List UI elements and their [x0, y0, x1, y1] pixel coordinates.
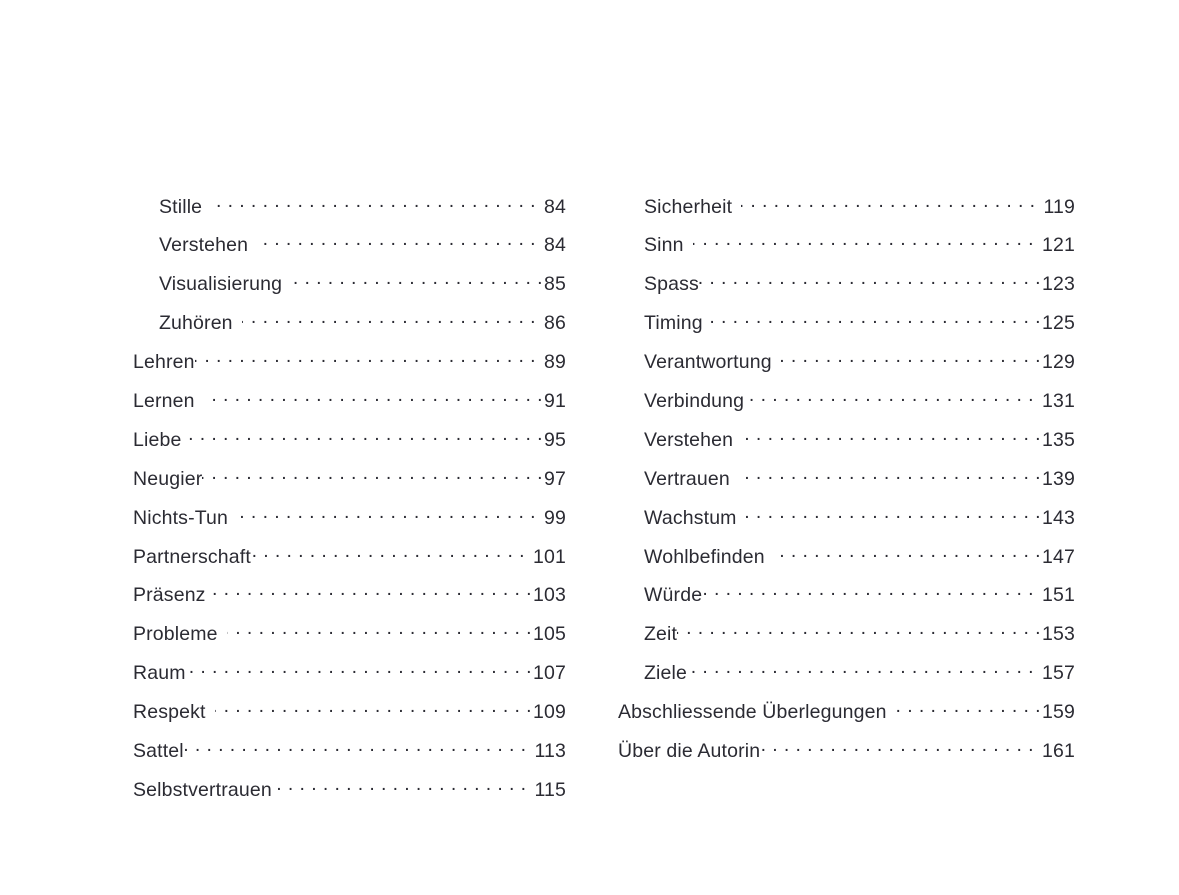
toc-entry-page-number: 99 [544, 506, 566, 529]
toc-entry-title: Sinn [644, 234, 684, 257]
toc-entry-title: Nichts-Tun [133, 506, 229, 529]
toc-entry-title: Liebe [133, 428, 182, 451]
toc-dot-leader [186, 660, 532, 680]
toc-entry-page-number: 84 [544, 234, 566, 257]
toc-dot-leader [760, 737, 1034, 757]
toc-dot-leader [737, 504, 1041, 524]
toc-dot-leader [227, 621, 532, 641]
toc-entry[interactable] [618, 426, 1075, 465]
toc-entry[interactable] [133, 426, 566, 465]
toc-entry-page-number: 121 [1042, 234, 1075, 257]
toc-entry-page-number: 97 [544, 467, 566, 490]
toc-entry-page-number: 147 [1042, 545, 1075, 568]
toc-entry-title: Vertrauen [644, 467, 730, 490]
toc-entry[interactable] [618, 310, 1075, 349]
toc-dot-leader [741, 193, 1035, 213]
toc-entry-title: Selbstvertrauen [133, 778, 272, 801]
toc-entry-page-number: 107 [533, 662, 566, 685]
toc-dot-leader [272, 776, 527, 796]
toc-entry-page-number: 86 [544, 312, 566, 335]
toc-entry-page-number: 85 [544, 273, 566, 296]
toc-entry[interactable] [618, 387, 1075, 426]
toc-entry-page-number: 157 [1042, 662, 1075, 685]
toc-dot-leader [677, 621, 1041, 641]
toc-entry[interactable] [133, 310, 566, 349]
toc-dot-leader [774, 543, 1041, 563]
toc-entry[interactable] [133, 349, 566, 388]
toc-dot-leader [195, 349, 536, 369]
toc-entry-title: Wohlbefinden [644, 545, 765, 568]
toc-dot-leader [896, 699, 1041, 719]
toc-entry[interactable] [133, 271, 566, 310]
toc-entry-page-number: 153 [1042, 623, 1075, 646]
toc-entry-title: Sattel [133, 739, 184, 762]
toc-entry-page-number: 161 [1042, 739, 1075, 762]
toc-entry[interactable] [618, 660, 1075, 699]
toc-entry-page-number: 143 [1042, 506, 1075, 529]
toc-entry-title: Verstehen [644, 428, 734, 451]
toc-entry[interactable] [133, 660, 566, 699]
toc-entry[interactable] [618, 193, 1075, 232]
toc-dot-leader [702, 582, 1034, 602]
toc-entry-page-number: 113 [534, 739, 566, 762]
toc-entry[interactable] [133, 699, 566, 738]
toc-dot-leader [181, 426, 543, 446]
toc-entry[interactable] [618, 582, 1075, 621]
toc-entry-title: Abschliessende Überlegungen [618, 701, 887, 724]
toc-entry-title: Ziele [644, 662, 688, 685]
toc-entry-title: Spass [644, 273, 699, 296]
toc-entry-title: Lernen [133, 389, 195, 412]
toc-entry[interactable] [133, 621, 566, 660]
toc-dot-leader [202, 465, 543, 485]
toc-entry-page-number: 105 [533, 623, 566, 646]
toc-entry-title: Verantwortung [644, 351, 772, 374]
toc-entry-page-number: 135 [1042, 428, 1075, 451]
toc-entry-title: Respekt [133, 701, 206, 724]
toc-dot-leader [206, 582, 532, 602]
toc-entry[interactable] [133, 387, 566, 426]
toc-dot-leader [703, 310, 1041, 330]
toc-entry-page-number: 101 [533, 545, 566, 568]
toc-entry[interactable] [618, 349, 1075, 388]
toc-entry-title: Verbindung [644, 389, 745, 412]
toc-entry-page-number: 89 [544, 351, 566, 374]
toc-entry[interactable] [618, 543, 1075, 582]
toc-entry[interactable] [133, 737, 566, 776]
toc-entry[interactable] [133, 232, 566, 271]
toc-entry-page-number: 125 [1042, 312, 1075, 335]
toc-entry-page-number: 103 [533, 584, 566, 607]
toc-entry[interactable] [133, 465, 566, 504]
toc-entry-page-number: 95 [544, 428, 566, 451]
toc-dot-leader [699, 271, 1041, 291]
toc-dot-leader [211, 193, 536, 213]
toc-entry[interactable] [618, 465, 1075, 504]
toc-entry-title: Neugier [133, 467, 203, 490]
toc-entry[interactable] [133, 776, 566, 815]
toc-entry[interactable] [618, 504, 1075, 543]
toc-entry-page-number: 91 [544, 389, 566, 412]
toc-dot-leader [237, 504, 536, 524]
toc-dot-leader [742, 426, 1041, 446]
toc-entry[interactable] [618, 737, 1075, 776]
toc-entry-title: Visualisierung [159, 273, 283, 296]
toc-entry[interactable] [133, 193, 566, 232]
toc-entry[interactable] [618, 699, 1075, 738]
toc-dot-leader [781, 349, 1041, 369]
toc-dot-leader [739, 465, 1041, 485]
toc-entry-title: Wachstum [644, 506, 737, 529]
toc-dot-leader [251, 543, 525, 563]
toc-entry-page-number: 131 [1042, 389, 1075, 412]
toc-entry-page-number: 119 [1043, 195, 1075, 218]
toc-entry-title: Verstehen [159, 234, 249, 257]
toc-entry-page-number: 115 [534, 778, 566, 801]
toc-entry-page-number: 109 [533, 701, 566, 724]
toc-dot-leader [242, 310, 536, 330]
toc-entry[interactable] [133, 504, 566, 543]
toc-entry-title: Raum [133, 662, 186, 685]
toc-entry[interactable] [618, 621, 1075, 660]
toc-entry-page-number: 159 [1042, 701, 1075, 724]
toc-entry-page-number: 129 [1042, 351, 1075, 374]
toc-entry-title: Lehren [133, 351, 195, 374]
toc-entry-page-number: 123 [1042, 273, 1075, 296]
toc-dot-leader [744, 387, 1034, 407]
toc-column-left [133, 193, 566, 815]
toc-entry-title: Präsenz [133, 584, 206, 607]
toc-entry-title: Würde [644, 584, 703, 607]
toc-entry[interactable] [618, 232, 1075, 271]
toc-entry-title: Zuhören [159, 312, 233, 335]
toc-entry-title: Sicherheit [644, 195, 733, 218]
toc-dot-leader [291, 271, 543, 291]
toc-entry[interactable] [618, 271, 1075, 310]
toc-entry[interactable] [133, 582, 566, 621]
toc-dot-leader [204, 387, 543, 407]
toc-entry-page-number: 84 [544, 195, 566, 218]
toc-entry-title: Partnerschaft [133, 545, 251, 568]
toc-dot-leader [215, 699, 532, 719]
toc-entry-page-number: 139 [1042, 467, 1075, 490]
toc-dot-leader [257, 232, 536, 252]
toc-entry-title: Timing [644, 312, 703, 335]
toc-dot-leader [184, 737, 527, 757]
toc-entry-page-number: 151 [1042, 584, 1075, 607]
toc-entry-title: Über die Autorin [618, 739, 761, 762]
toc-entry-title: Zeit [644, 623, 678, 646]
toc-entry-title: Probleme [133, 623, 218, 646]
toc-dot-leader [693, 232, 1034, 252]
toc-dot-leader [687, 660, 1034, 680]
toc-column-right [618, 193, 1075, 776]
toc-entry[interactable] [133, 543, 566, 582]
toc-entry-title: Stille [159, 195, 203, 218]
